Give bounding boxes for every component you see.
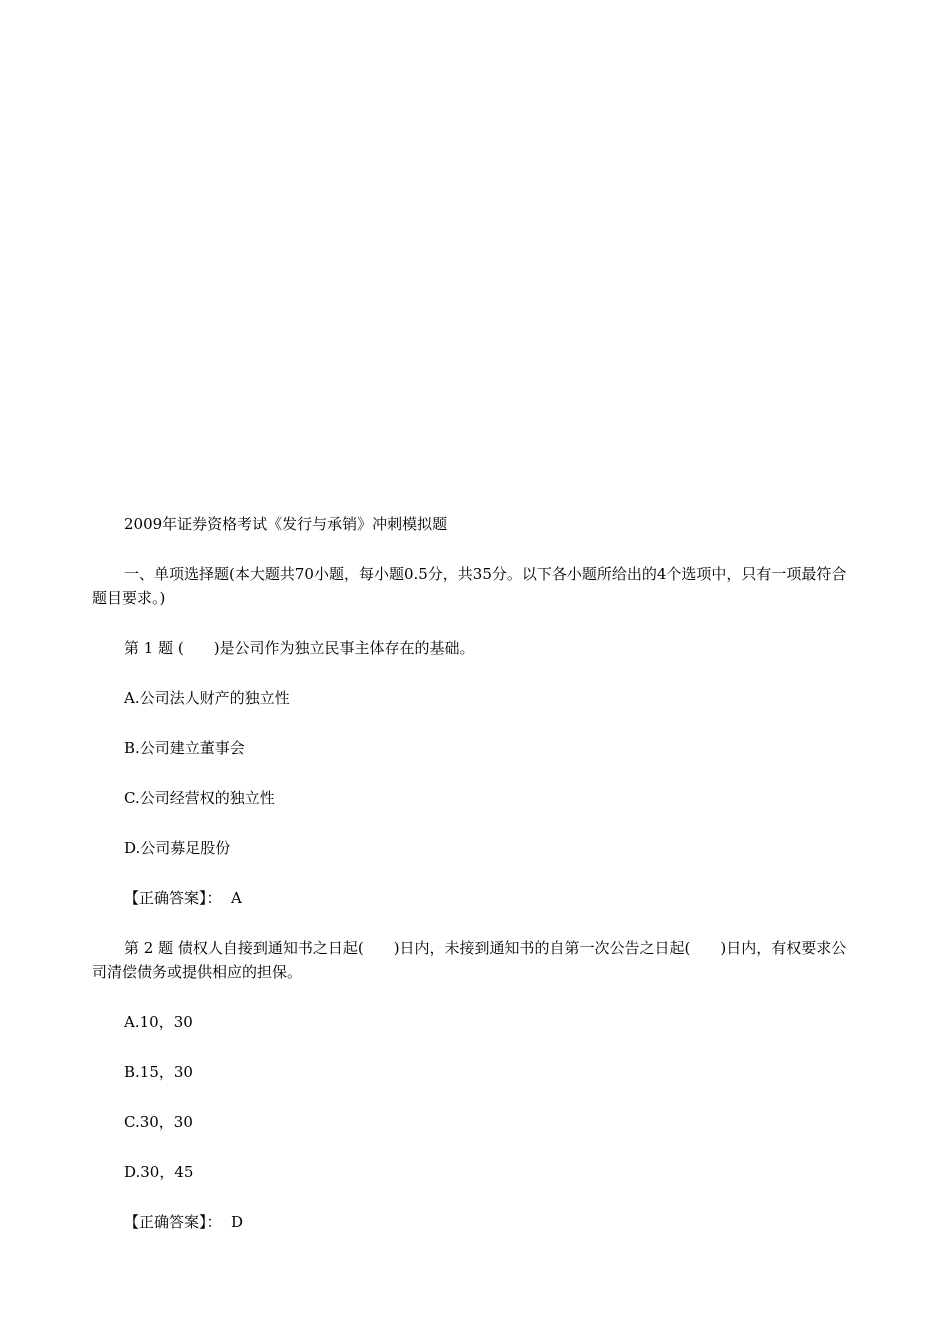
section-heading: 一、单项选择题(本大题共70小题，每小题0.5分，共35分。以下各小题所给出的4个选项中，只有一项最符合题目要求。) [92,565,847,607]
question-1-stem: 第 1 题 ( )是公司作为独立民事主体存在的基础。 [124,639,475,657]
question-2-option-b: B.15，30 [124,1063,193,1081]
question-2-stem: 第 2 题 债权人自接到通知书之日起( )日内，未接到通知书的自第一次公告之日起( )日内，有权要求公司清偿债务或提供相应的担保。 [92,939,847,981]
question-1-answer: 【正确答案】： A [124,889,242,907]
question-1-option-a: A.公司法人财产的独立性 [124,689,290,707]
question-2-option-d: D.30，45 [124,1163,194,1181]
question-2-answer: 【正确答案】： D [124,1213,244,1231]
document-body [92,512,860,1260]
question-1-option-b: B.公司建立董事会 [124,739,245,757]
question-2-option-c: C.30，30 [124,1113,193,1131]
question-2-option-a: A.10，30 [124,1013,193,1031]
question-1-option-d: D.公司募足股份 [124,839,231,857]
question-1-option-c: C.公司经营权的独立性 [124,789,275,807]
document-title: 2009年证券资格考试《发行与承销》冲刺模拟题 [124,515,448,533]
